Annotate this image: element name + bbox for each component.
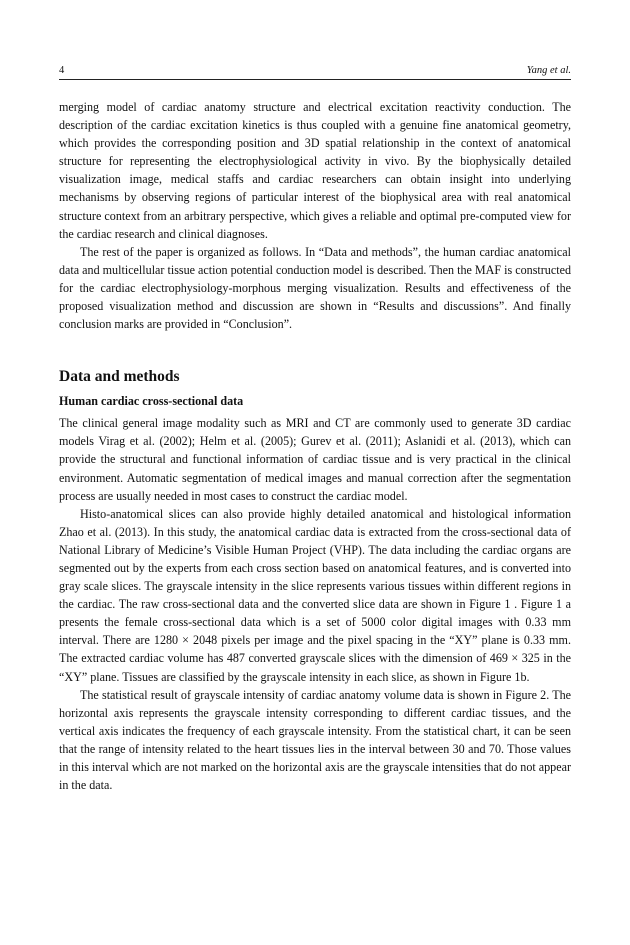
section-paragraph-2: Histo-anatomical slices can also provide highly detailed anatomical and histological information Zhao et al. (2013). In this study, the anatomical cardiac data is extracted from the cross-sectional data of National Library of Medicine’s Visible Human Project (VHP). The data including the cardiac organs are segmented out by the experts from each cross section based on anatomical features, and is converted into gray scale slices. The grayscale intensity in the slice represents various tissues within different regions in the cardiac. The raw cross-sectional data and the converted slice data are shown in Figure 1 . Figure 1 a presents the female cross-sectional data which is a set of 5000 color digital images with 0.33 mm interval. There are 1280 × 2048 pixels per image and the pixel spacing in the “XY” plane is 0.33 mm. The extracted cardiac volume has 487 converted grayscale slices with the dimension of 469 × 325 in the “XY” plane. Tissues are classified by the grayscale intensity in each slice, as shown in Figure 1b. [59,506,571,684]
page-body [59,98,571,794]
section-paragraph-1: The clinical general image modality such as MRI and CT are commonly used to generate 3D cardiac models Virag et al. (2002); Helm et al. (2005); Gurev et al. (2011); Aslanidi et al. (2013), which can provide the structural and functional information of cardiac tissue and is very practical in the clinical environment. Automatic segmentation of medical images and manual correction after the segmentation process are usually needed in most cases to construct the cardiac model. [59,416,571,503]
page-number: 4 [59,65,65,76]
section-heading: Data and methods [59,368,180,386]
running-head [59,64,571,78]
intro-paragraph-1: merging model of cardiac anatomy structure and electrical excitation reactivity conduction. The description of the cardiac excitation kinetics is thus coupled with a genuine fine anatomical geometry, which provides the corresponding position and 3D spatial relationship in the context of anatomical structure for representing the electrophysiological activity in vivo. By the biophysically detailed visualization image, medical staffs and cardiac researchers can obtain insight into underlying mechanisms by observing regions of particular interest of the biophysical area with real anatomical structure context from an arbitrary perspective, which gives a reliable and optimal pre-computed view for the cardiac research and clinical diagnoses. [59,100,571,241]
running-head-authors: Yang et al. [526,65,571,76]
header-rule [59,79,571,80]
section-paragraph-3: The statistical result of grayscale intensity of cardiac anatomy volume data is shown in Figure 2. The horizontal axis represents the grayscale intensity corresponding to different cardiac tissues, and the vertical axis indicates the frequency of each grayscale intensity. From the statistical chart, it can be seen that the range of intensity related to the heart tissues lies in the interval between 30 and 70. Those values in this interval which are not marked on the horizontal axis are the grayscale intensities that do not appear in the data. [59,687,571,793]
subsection-heading: Human cardiac cross-sectional data [59,394,244,409]
intro-paragraph-2: The rest of the paper is organized as follows. In “Data and methods”, the human cardiac anatomical data and multicellular tissue action potential conduction model is described. Then the MAF is constructed for the cardiac electrophysiology-morphous merging visualization. Results and effectiveness of the proposed visualization method and discussion are shown in “Results and discussions”. And finally conclusion marks are provided in “Conclusion”. [59,244,571,332]
